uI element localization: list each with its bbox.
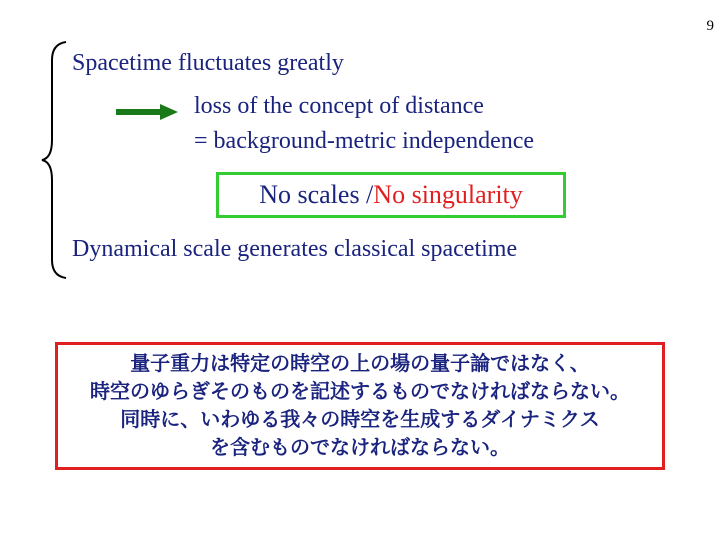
japanese-summary-box [55, 342, 665, 470]
dynamical-scale-statement: Dynamical scale generates classical spacetime [72, 236, 518, 262]
japanese-line-4: を含むものでなければならない。 [210, 435, 510, 459]
page-number: 9 [706, 18, 714, 34]
fluctuation-statement: Spacetime fluctuates greatly [72, 50, 344, 76]
left-brace-icon [40, 40, 70, 280]
japanese-line-3: 同時に、いわゆる我々の時空を生成するダイナミクス [120, 407, 600, 431]
right-arrow-icon [116, 104, 178, 120]
no-singularity-text: No singularity [373, 180, 523, 209]
no-scales-box [216, 172, 566, 218]
japanese-line-1: 量子重力は特定の時空の上の場の量子論ではなく、 [130, 351, 590, 375]
japanese-line-2: 時空のゆらぎそのものを記述するものでなければならない。 [90, 379, 630, 403]
consequence-line-2: = background-metric independence [194, 128, 535, 154]
no-scales-text: No scales / [259, 180, 374, 209]
consequence-line-1: loss of the concept of distance [194, 93, 484, 119]
